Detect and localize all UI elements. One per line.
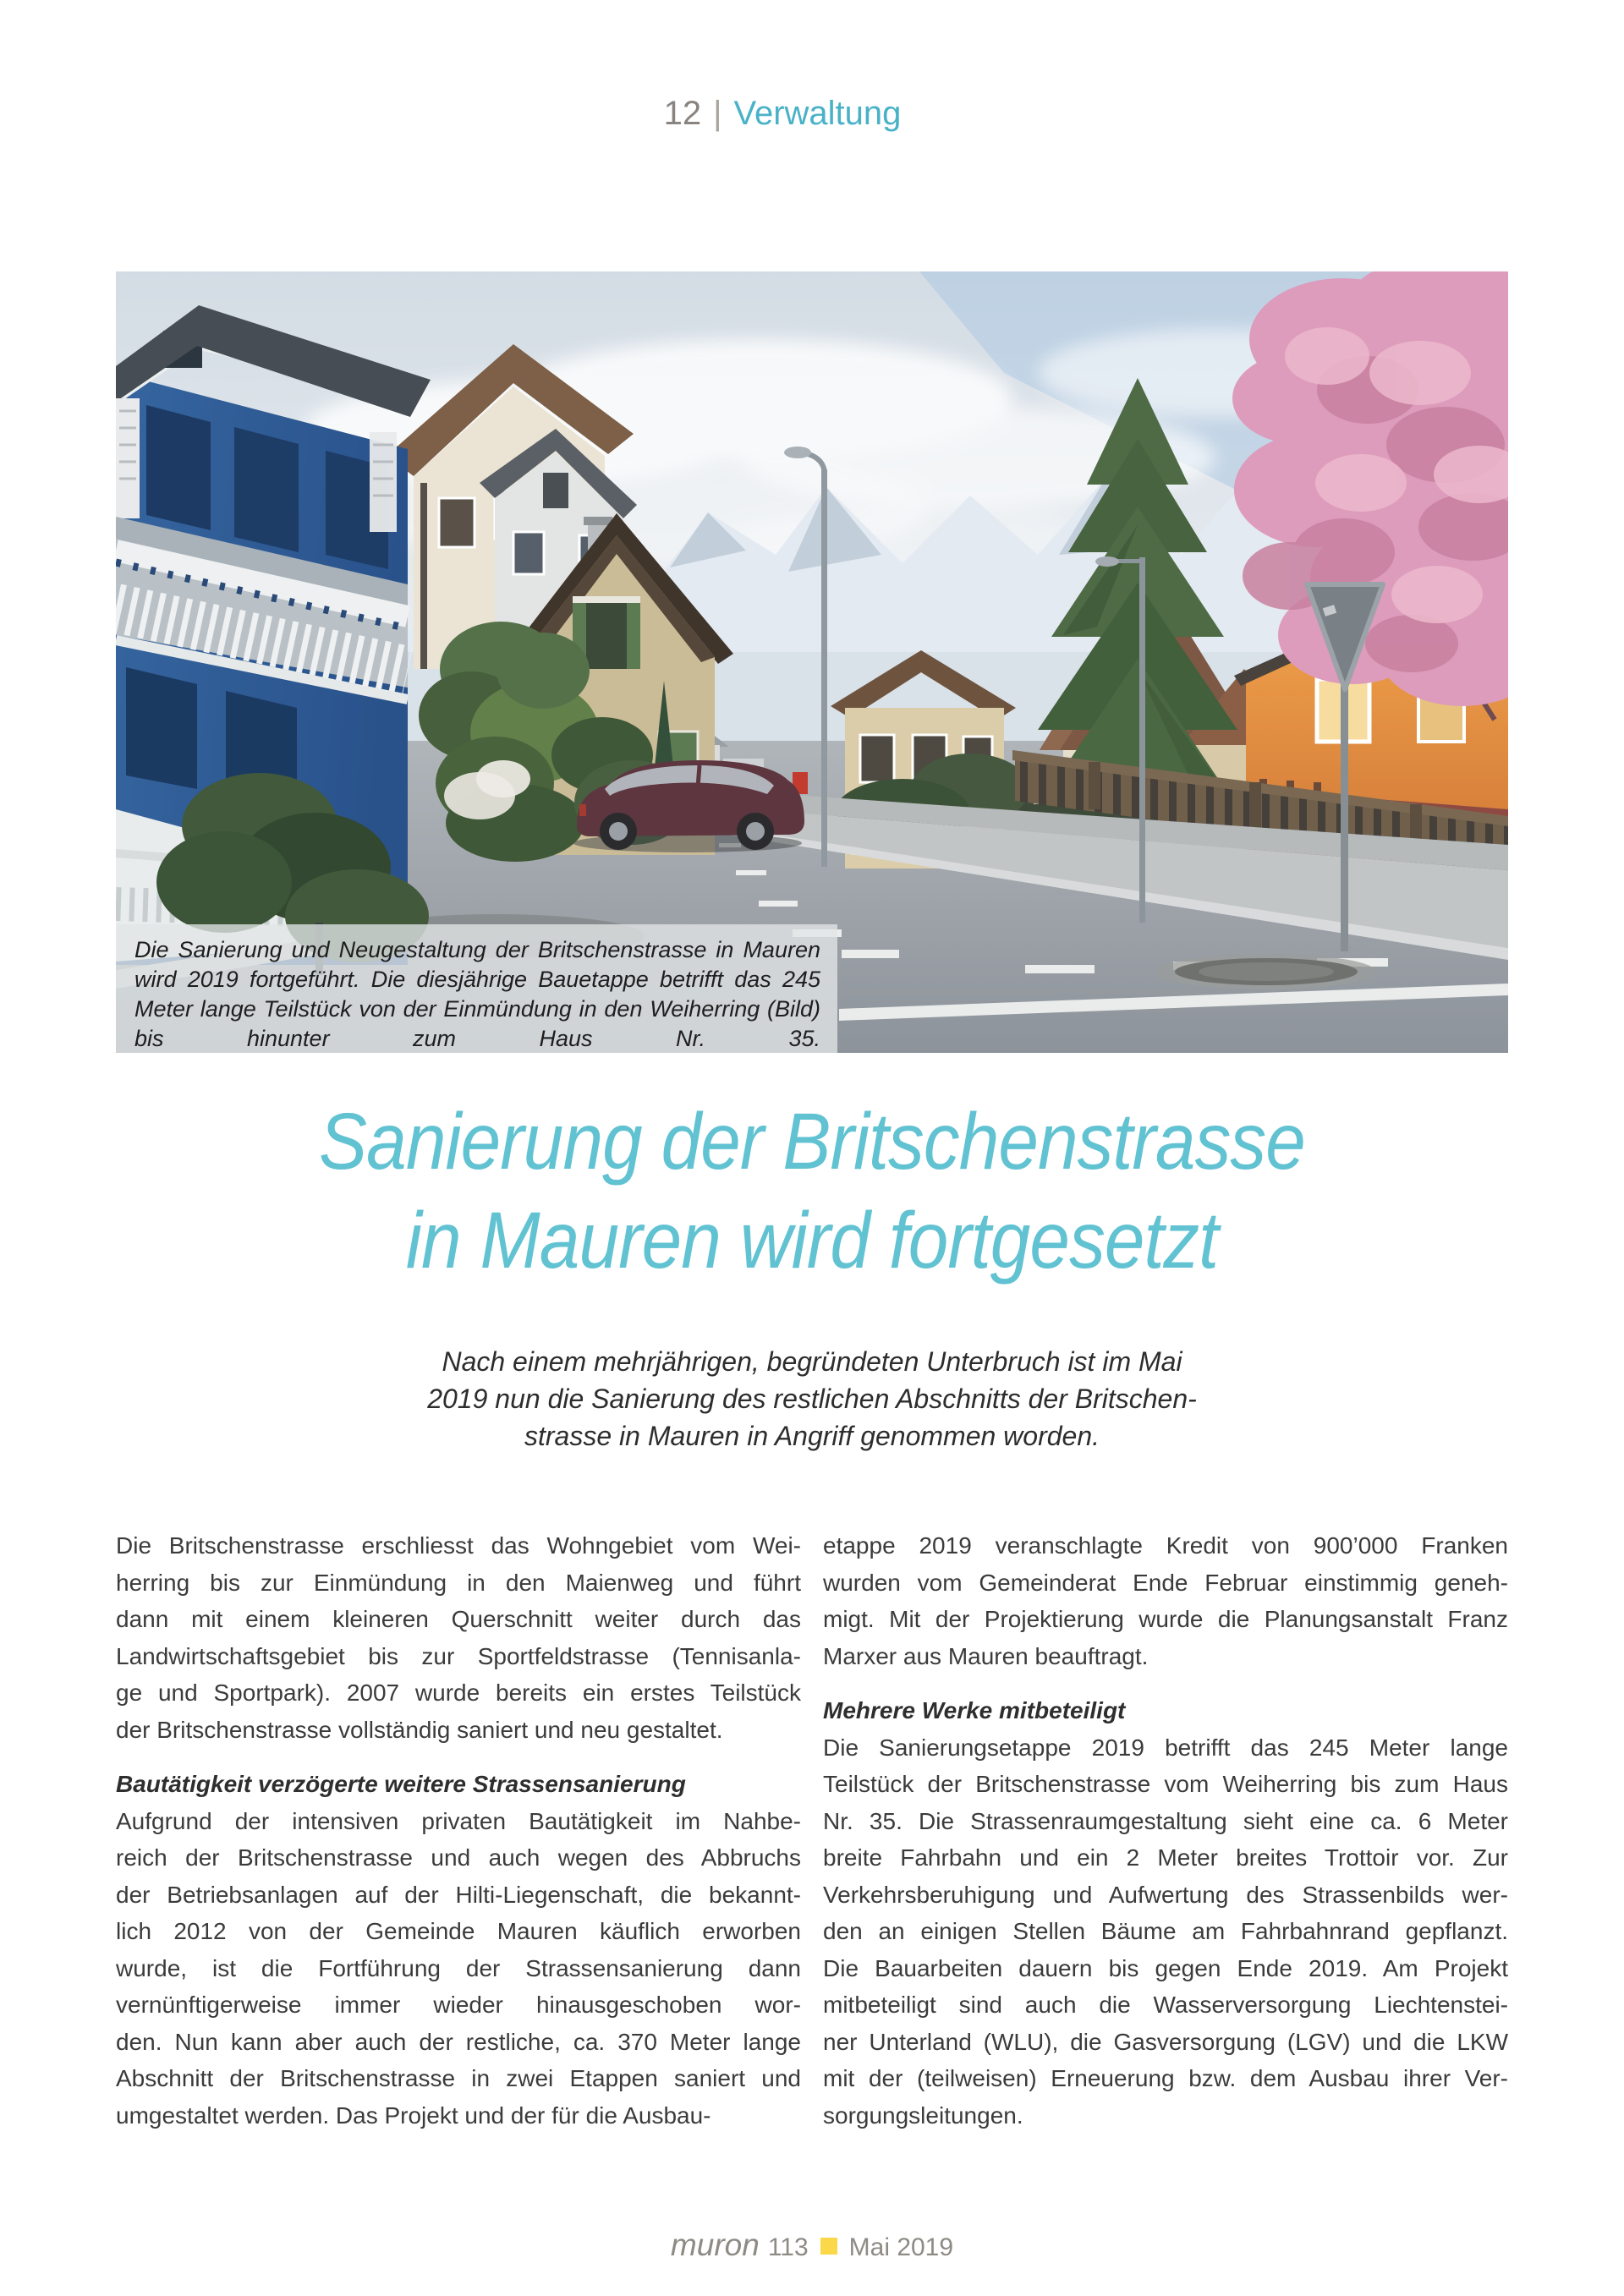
header-separator: | [713, 95, 722, 132]
text-line: ner Unterland (WLU), die Gasversorgung (LGV) und die LKW [823, 2028, 1508, 2055]
article-title [81, 1093, 1543, 1290]
text-line: wird 2019 fortgeführt. Die diesjährige Bauetappe betrifft das 245 [134, 967, 820, 992]
text-line: mit der (teilweisen) Erneuerung bzw. dem Ausbau ihrer Ver- [823, 2065, 1508, 2091]
text-line: sorgungsleitungen. [823, 2101, 1023, 2129]
text-line: Nr. 35. Die Strassenraumgestaltung sieht eine ca. 6 Meter [823, 1807, 1508, 1834]
text-line: Nach einem mehrjährigen, begründeten Unterbruch ist im Mai [442, 1346, 1182, 1377]
text-line: Aufgrund der intensiven privaten Bautätigkeit im Nahbe- [116, 1807, 801, 1834]
street-photo [116, 271, 1508, 1053]
issue-number: 113 [767, 2233, 809, 2261]
text-line: migt. Mit der Projektierung wurde die Planungsanstalt Franz [823, 1606, 1508, 1632]
text-line: Die Sanierungsetappe 2019 betrifft das 245 Meter lange [823, 1734, 1508, 1761]
text-line: ge und Sportpark). 2007 wurde bereits ein erstes Teilstück [116, 1680, 801, 1706]
title-line-2: in Mauren wird fortgesetzt [405, 1196, 1219, 1285]
page-number: 12 [663, 95, 702, 132]
text-line: lich 2012 von der Gemeinde Mauren käuflich erworben [116, 1918, 801, 1944]
paragraph [823, 1729, 1508, 2134]
text-line: reich der Britschenstrasse und auch wegen des Abbruchs [116, 1844, 801, 1871]
right-column [823, 1527, 1508, 2134]
text-line: Verkehrsberuhigung und Aufwertung des Strassenbilds wer- [823, 1881, 1508, 1908]
text-line: Marxer aus Mauren beauftragt. [823, 1642, 1149, 1669]
photo-caption [116, 924, 837, 1053]
text-line: dann mit einem kleineren Querschnitt weiter durch das [116, 1606, 801, 1632]
text-line: wurden vom Gemeinderat Ende Februar einstimmig geneh- [823, 1569, 1508, 1596]
text-line: Landwirtschaftsgebiet bis zur Sportfeldstrasse (Tennisanla- [116, 1642, 801, 1669]
title-line-1: Sanierung der Britschenstrasse [319, 1097, 1305, 1186]
text-line: den an einigen Stellen Bäume am Fahrbahnrand gepflanzt. [823, 1918, 1508, 1944]
section-title: Verwaltung [733, 95, 902, 132]
text-line: wurde, ist die Fortführung der Strassensanierung dann [116, 1954, 801, 1981]
article-lead [0, 1343, 1624, 1455]
text-line: Abschnitt der Britschenstrasse in zwei Etappen saniert und [116, 2065, 801, 2091]
paragraph [116, 1803, 801, 2134]
text-line: Die Bauarbeiten dauern bis gegen Ende 2019. Am Projekt [823, 1954, 1508, 1981]
text-line: umgestaltet werden. Das Projekt und der für die Ausbau- [116, 2101, 711, 2129]
text-line: den. Nun kann aber auch der restliche, ca. 370 Meter lange [116, 2028, 801, 2055]
issue-date: Mai 2019 [848, 2233, 954, 2261]
text-line: Teilstück der Britschenstrasse vom Weiherring bis zum Haus [823, 1771, 1508, 1797]
text-line: 2019 nun die Sanierung des restlichen Abschnitts der Britschen- [427, 1384, 1197, 1414]
text-line: Die Britschenstrasse erschliesst das Wohngebiet vom Wei- [116, 1532, 801, 1559]
text-line: mitbeteiligt sind auch die Wasserversorgung Liechtenstei- [823, 1992, 1508, 2018]
text-line: bis hinunter zum Haus Nr. 35. [134, 1026, 820, 1051]
page-footer [0, 2228, 1624, 2263]
subheading: Mehrere Werke mitbeteiligt [823, 1697, 1126, 1723]
article-body [116, 1527, 1508, 2134]
left-column [116, 1527, 801, 2134]
page-header [0, 95, 1565, 133]
magazine-name: muron [670, 2228, 760, 2262]
text-line: der Britschenstrasse vollständig saniert und neu gestaltet. [116, 1716, 723, 1743]
manhole-cover [1156, 954, 1376, 989]
paragraph [116, 1527, 801, 1748]
text-line: breite Fahrbahn und ein 2 Meter breites Trottoir vor. Zur [823, 1844, 1508, 1871]
text-line: etappe 2019 veranschlagte Kredit von 900’000 Franken [823, 1532, 1508, 1559]
subheading: Bautätigkeit verzögerte weitere Strassensanierung [116, 1771, 686, 1797]
text-line: strasse in Mauren in Angriff genommen worden. [524, 1421, 1100, 1451]
text-line: herring bis zur Einmündung in den Maienweg und führt [116, 1569, 801, 1596]
text-line: Die Sanierung und Neugestaltung der Britschenstrasse in Mauren [134, 937, 820, 962]
text-line: Meter lange Teilstück von der Einmündung in den Weiherring (Bild) [134, 996, 820, 1022]
text-line: der Betriebsanlagen auf der Hilti-Liegenschaft, die bekannt- [116, 1881, 801, 1908]
paragraph [823, 1527, 1508, 1674]
yellow-square-icon [820, 2238, 837, 2255]
text-line: vernünftigerweise immer wieder hinausgeschoben wor- [116, 1992, 801, 2018]
